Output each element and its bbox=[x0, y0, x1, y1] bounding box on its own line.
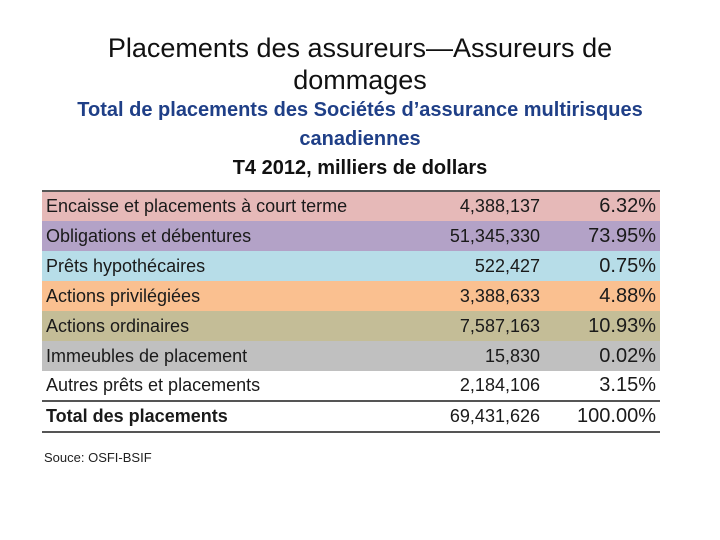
row-label: Actions ordinaires bbox=[46, 315, 190, 336]
row-value: 2,184,106 bbox=[459, 375, 540, 395]
chart-title-line3: T4 2012, milliers de dollars bbox=[232, 157, 488, 179]
row-value: 7,587,163 bbox=[459, 315, 540, 336]
row-percent: 10.93% bbox=[588, 314, 656, 337]
total-label: Total des placements bbox=[42, 401, 414, 432]
source-note: Souce: OSFI-BSIF bbox=[44, 450, 152, 465]
row-value: 51,345,330 bbox=[449, 225, 540, 246]
row-label: Obligations et débentures bbox=[46, 225, 252, 246]
row-label: Actions privilégiées bbox=[46, 285, 201, 306]
table-row bbox=[42, 191, 660, 221]
chart-title bbox=[30, 96, 690, 183]
row-value: 4,388,137 bbox=[414, 191, 544, 221]
row-value: 3,388,633 bbox=[459, 285, 540, 306]
row-percent: 3.15% bbox=[599, 374, 656, 396]
table-row bbox=[42, 341, 660, 371]
chart-title-line2: canadiennes bbox=[299, 128, 421, 150]
row-percent: 0.75% bbox=[599, 254, 656, 277]
slide-title: Placements des assureurs—Assureurs de dommages bbox=[107, 33, 613, 95]
row-percent: 0.02% bbox=[599, 344, 656, 367]
row-label: Encaisse et placements à court terme bbox=[42, 191, 414, 221]
chart-title-line1: Total de placements des Sociétés d’assurance multirisques bbox=[77, 99, 643, 121]
total-percent: 100.00% bbox=[544, 401, 660, 432]
row-label: Immeubles de placement bbox=[46, 345, 248, 366]
total-value: 69,431,626 bbox=[414, 401, 544, 432]
table-row bbox=[42, 311, 660, 341]
table-row bbox=[42, 221, 660, 251]
row-percent: 4.88% bbox=[599, 284, 656, 307]
table-row bbox=[42, 251, 660, 281]
row-value: 15,830 bbox=[484, 345, 540, 366]
row-percent: 6.32% bbox=[544, 191, 660, 221]
investment-table bbox=[42, 190, 660, 433]
total-row bbox=[42, 401, 660, 432]
row-percent: 73.95% bbox=[588, 224, 656, 247]
row-label: Prêts hypothécaires bbox=[46, 255, 206, 276]
table-row bbox=[42, 281, 660, 311]
row-value: 522,427 bbox=[474, 255, 540, 276]
table-row bbox=[42, 371, 660, 401]
row-label: Autres prêts et placements bbox=[46, 375, 261, 395]
